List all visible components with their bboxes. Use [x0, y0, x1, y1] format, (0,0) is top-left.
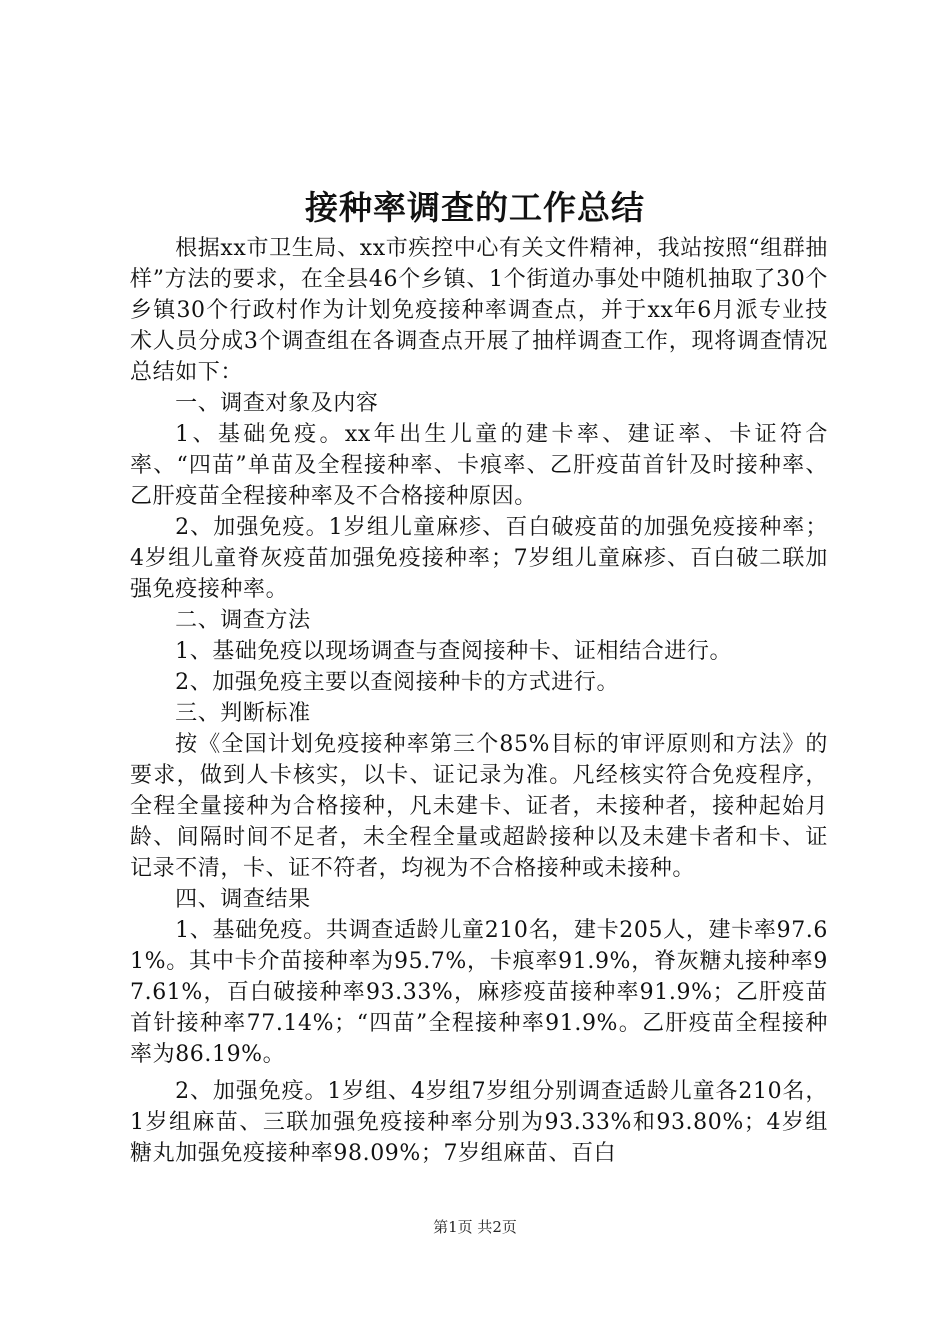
paragraph-method-booster: 2、加强免疫主要以查阅接种卡的方式进行。 [175, 670, 620, 695]
paragraph-criteria: 按《全国计划免疫接种率第三个85%目标的审评原则和方法》的要求，做到人卡核实，以卡、证记录为准。凡经核实符合免疫程序，全程全量接种为合格接种，凡未建卡、证者，未接种者，接种起始月龄、间隔时间不足者，未全程全量或超龄接种以及未建卡者和卡、证记录不清，卡、证不符者，均视为不合格接种或未接种。 [130, 732, 828, 881]
document-title: 接种率调查的工作总结 [305, 188, 645, 227]
document-body [130, 233, 828, 1169]
paragraph-results-basic: 1、基础免疫。共调查适龄儿童210名，建卡205人，建卡率97.61%。其中卡介苗接种率为95.7%，卡痕率91.9%，脊灰糖丸接种率97.61%，百白破接种率93.33%，麻疹疫苗接种率91.9%；乙肝疫苗首针接种率77.14%；“四苗”全程接种率91.9%。乙肝疫苗全程接种率为86.19%。 [130, 918, 828, 1067]
paragraph-basic-immunization: 1、基础免疫。xx年出生儿童的建卡率、建证率、卡证符合率、“四苗”单苗及全程接种率、卡痕率、乙肝疫苗首针及时接种率、乙肝疫苗全程接种率及不合格接种原因。 [130, 422, 828, 509]
section-heading-subjects: 一、调查对象及内容 [175, 391, 379, 416]
paragraph-intro: 根据xx市卫生局、xx市疾控中心有关文件精神，我站按照“组群抽样”方法的要求，在全县46个乡镇、1个街道办事处中随机抽取了30个乡镇30个行政村作为计划免疫接种率调查点，并于xx年6月派专业技术人员分成3个调查组在各调查点开展了抽样调查工作，现将调查情况总结如下： [130, 236, 828, 385]
paragraph-results-booster: 2、加强免疫。1岁组、4岁组7岁组分别调查适龄儿童各210名，1岁组麻苗、三联加强免疫接种率分别为93.33%和93.80%；4岁组糖丸加强免疫接种率98.09%；7岁组麻苗、百白 [130, 1079, 828, 1166]
section-heading-results: 四、调查结果 [175, 887, 311, 912]
page-number-footer: 第1页 共2页 [433, 1218, 517, 1236]
section-heading-methods: 二、调查方法 [175, 608, 311, 633]
section-heading-criteria: 三、判断标准 [175, 701, 311, 726]
paragraph-method-basic: 1、基础免疫以现场调查与查阅接种卡、证相结合进行。 [175, 639, 733, 664]
paragraph-booster-immunization: 2、加强免疫。1岁组儿童麻疹、百白破疫苗的加强免疫接种率；4岁组儿童脊灰疫苗加强免疫接种率；7岁组儿童麻疹、百白破二联加强免疫接种率。 [130, 515, 828, 602]
